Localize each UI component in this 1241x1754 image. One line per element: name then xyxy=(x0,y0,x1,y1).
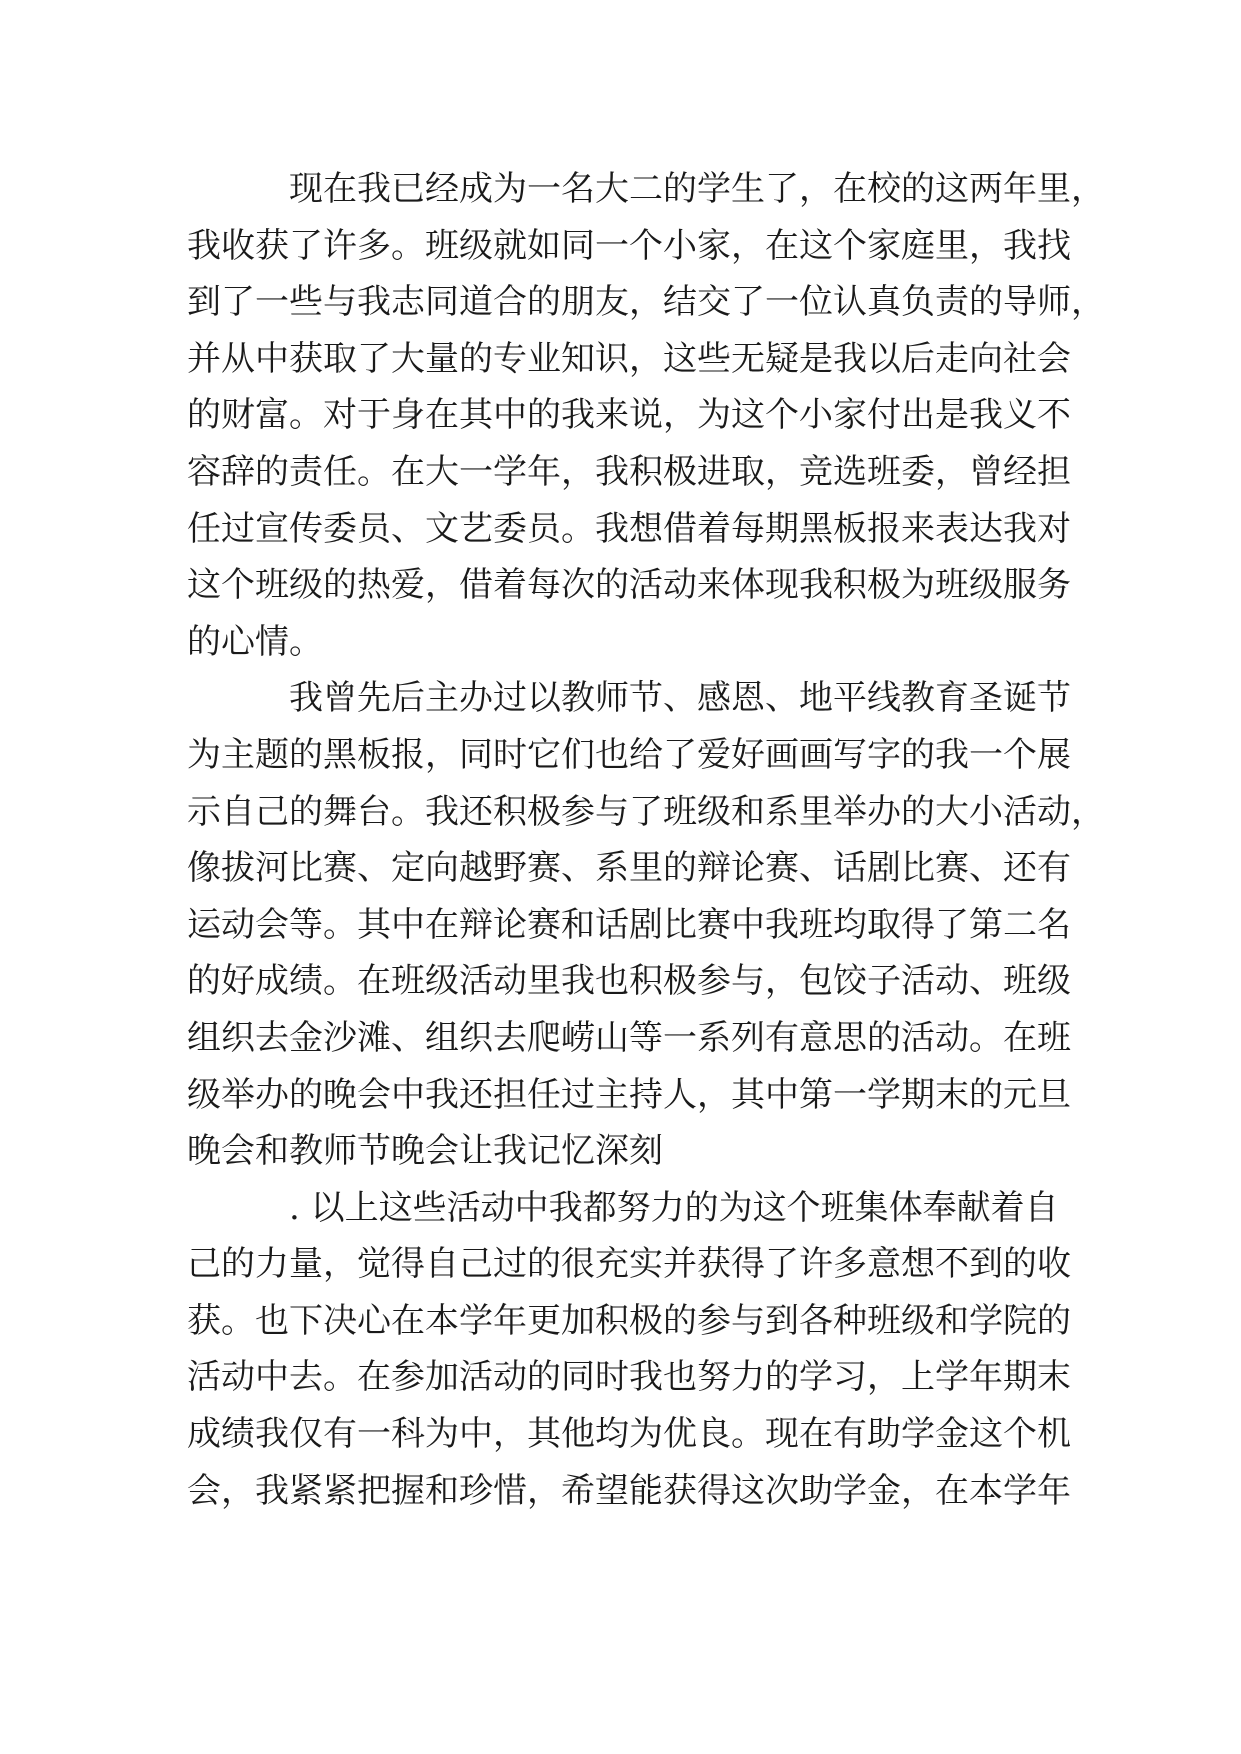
paragraph-3 xyxy=(187,1180,1071,1520)
paragraph-1 xyxy=(187,161,1105,670)
text-line: 为主题的黑板报，同时它们也给了爱好画画写字的我一个展 xyxy=(187,734,1071,775)
text-line: 的财富。对于身在其中的我来说，为这个小家付出是我义不 xyxy=(187,395,1071,436)
text-line: 组织去金沙滩、组织去爬崂山等一系列有意思的活动。在班 xyxy=(187,1017,1071,1058)
text-line: 己的力量，觉得自己过的很充实并获得了许多意想不到的收 xyxy=(187,1244,1071,1285)
text-line: . 以上这些活动中我都努力的为这个班集体奉献着自 xyxy=(289,1187,1059,1228)
text-line: 的心情。 xyxy=(187,621,323,662)
text-line: 级举办的晚会中我还担任过主持人，其中第一学期末的元旦 xyxy=(187,1074,1071,1115)
text-line: 到了一些与我志同道合的朋友，结交了一位认真负责的导师， xyxy=(187,282,1105,323)
text-line: 我收获了许多。班级就如同一个小家，在这个家庭里，我找 xyxy=(187,225,1071,266)
text-line: 现在我已经成为一名大二的学生了，在校的这两年里， xyxy=(289,169,1105,209)
text-line: 像拔河比赛、定向越野赛、系里的辩论赛、话剧比赛、还有 xyxy=(187,848,1071,889)
text-line: 并从中获取了大量的专业知识，这些无疑是我以后走向社会 xyxy=(187,338,1071,379)
body-text xyxy=(187,161,1105,1519)
text-line: 活动中去。在参加活动的同时我也努力的学习，上学年期末 xyxy=(187,1357,1071,1398)
text-line: 这个班级的热爱，借着每次的活动来体现我积极为班级服务 xyxy=(187,565,1071,606)
text-line: 晚会和教师节晚会让我记忆深刻 xyxy=(187,1131,663,1172)
text-line: 容辞的责任。在大一学年，我积极进取，竞选班委，曾经担 xyxy=(187,451,1071,492)
text-line: 获。也下决心在本学年更加积极的参与到各种班级和学院的 xyxy=(187,1300,1071,1341)
text-line: 任过宣传委员、文艺委员。我想借着每期黑板报来表达我对 xyxy=(187,508,1071,549)
paragraph-2 xyxy=(187,670,1105,1179)
text-line: 示自己的舞台。我还积极参与了班级和系里举办的大小活动， xyxy=(187,791,1105,832)
text-line: 运动会等。其中在辩论赛和话剧比赛中我班均取得了第二名 xyxy=(187,904,1071,945)
text-line: 成绩我仅有一科为中，其他均为优良。现在有助学金这个机 xyxy=(187,1414,1071,1455)
text-line: 会，我紧紧把握和珍惜，希望能获得这次助学金，在本学年 xyxy=(187,1470,1071,1511)
text-line: 的好成绩。在班级活动里我也积极参与，包饺子活动、班级 xyxy=(187,961,1071,1002)
text-line: 我曾先后主办过以教师节、感恩、地平线教育圣诞节 xyxy=(289,678,1071,719)
